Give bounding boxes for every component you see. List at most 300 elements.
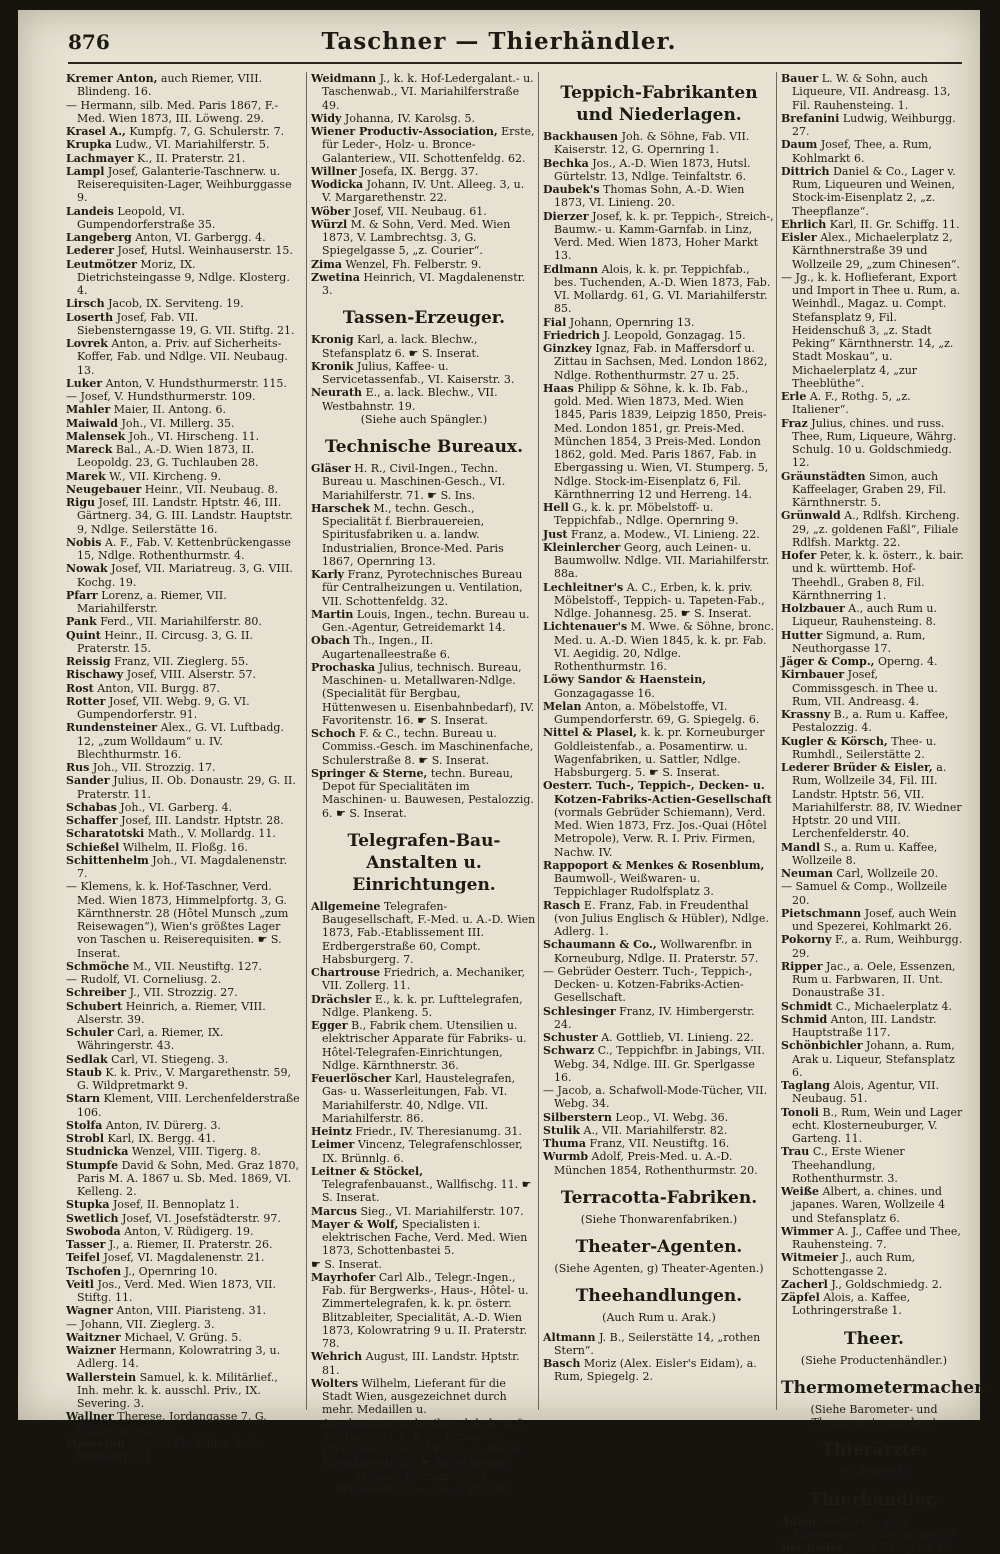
directory-entry (543, 1357, 775, 1384)
directory-entry (543, 1044, 775, 1084)
entry-text: Georg, auch Leinen- u. Baumwollw. Ndlge. VII. Mariahilferstr. 88a. (554, 540, 770, 581)
entry-text: k. k. pr. Korneuburger Goldleistenfab., a. Posamentirw. u. Wagenfabriken, u. Sattler, Ndlge. Habsburgerg. 5. ☛ S. Inserat. (554, 726, 765, 779)
entry-name: Lederer Brüder & Eisler, (781, 761, 933, 774)
entry-text: Moriz, IX. Dietrichsteingasse 9, Ndlge. Klosterg. 4. (77, 257, 290, 297)
entry-text: auch Riemer, VIII. Blindeng. 16. (77, 72, 263, 99)
entry-name: Pokorny (781, 933, 832, 947)
entry-text: Josef, II. Bennoplatz 1. (112, 1198, 240, 1212)
entry-text: Josef, Commissgesch. in Thee u. Rum, VII. Andreasg. 4. (792, 668, 938, 708)
entry-text: A., auch Rum u. Liqueur, Rauhensteing. 8. (792, 602, 937, 629)
directory-entry (311, 218, 537, 258)
directory-entry (66, 1331, 300, 1344)
entry-text: Joh. & Söhne, Fab. VII. Kaiserstr. 12, G. Opernring 1. (554, 130, 750, 157)
entry-text: K. k. Priv., V. Margarethenstr. 59, G. Wildpretmarkt 9. (77, 1065, 291, 1092)
entry-name: Schmidt (781, 999, 833, 1013)
entry-text: S., a. Rum u. Kaffee, Wollzeile 8. (792, 840, 938, 867)
entry-text: Franz, a. Modew., VI. Linieng. 22. (570, 527, 760, 541)
directory-entry (311, 165, 537, 178)
entry-name: Pfarr (66, 588, 98, 602)
directory-entry (66, 311, 300, 338)
entry-name: Prochaska (311, 660, 376, 674)
entry-text: Carl, Wollzeile 20. (836, 867, 939, 880)
directory-entry (66, 655, 300, 668)
directory-entry (543, 528, 775, 541)
entry-name: Rischawy (66, 668, 124, 682)
entry-name: Rotter (66, 694, 106, 708)
entry-text: Alex., G. VI. Luftbadg. 12, „zum Wolldaum“ u. IV. Blechthurmstr. 16. (77, 721, 284, 761)
entry-text: Josef, Thee, a. Rum, Kohlmarkt 6. (792, 138, 932, 165)
entry-text: ☛ S. Inserat. (311, 1257, 382, 1271)
entry-name: Backhausen (543, 130, 619, 143)
entry-text: J., Goldschmiedg. 2. (831, 1277, 943, 1291)
entry-name: Ripper (781, 959, 823, 973)
directory-entry (781, 735, 967, 762)
entry-name: Studnicka (66, 1145, 129, 1159)
directory-entry (66, 390, 300, 403)
entry-text: Kumpfg. 7, G. Schulerstr. 7. (129, 125, 285, 138)
entry-text: W., VII. Kircheng. 9. (109, 469, 222, 483)
entry-text: Peter, k. k. österr., k. bair. und k. württemb. Hof-Theehdl., Graben 8, Fil. Kärnthnerring 1. (792, 549, 964, 602)
directory-entry (66, 721, 300, 761)
entry-name: Mareck (66, 443, 113, 456)
directory-entry (311, 966, 537, 993)
directory-entry (66, 403, 300, 416)
entry-text: techn. Bureau, Depot für Specialitäten im Maschinen- u. Bauwesen, Pestalozzig. 6. ☛ S. Inserat. (322, 766, 534, 820)
entry-name: Lampl (66, 164, 105, 178)
entry-name: Karly (311, 568, 345, 581)
entry-text: A. C., Erben, k. k. priv. Möbelstoff-, Teppich- u. Tapeten-Fab., Ndlge. Johannesg. 25. ☛ S. Inserat. (554, 580, 765, 620)
directory-entry (311, 1350, 537, 1377)
directory-entry (66, 695, 300, 722)
entry-name: Rappoport & Menkes & Rosenblum, (543, 858, 765, 872)
entry-name: Melan (543, 699, 582, 713)
entry-name: Bauer (781, 72, 819, 85)
entry-name: Zima (311, 257, 342, 271)
entry-name: Lirsch (66, 297, 105, 311)
entry-name: Kronig (311, 333, 354, 347)
directory-entry (543, 581, 775, 621)
entry-text: Gonzagagasse 16. (554, 686, 655, 700)
entry-text: Josef, III. Landstr. Hptstr. 28. (121, 814, 284, 827)
directory-entry (543, 263, 775, 316)
entry-text: Friedrich, a. Mechaniker, VII. Zollerg. 11. (322, 966, 526, 993)
entry-name: Kleinlercher (543, 540, 621, 554)
directory-entry (66, 258, 300, 298)
directory-entry (543, 157, 775, 184)
entry-name: Kronik (311, 359, 354, 373)
entry-name: Wurmb (543, 1150, 589, 1164)
entry-text: M. Wwe. & Söhne, bronc. Med. u. A.-D. Wien 1845, k. k. pr. Fab. VI. Aegidig. 20, Ndlge. Rothenthurmstr. 16. (554, 620, 774, 673)
entry-text: C., Michaelerplatz 4. (835, 999, 952, 1013)
directory-entry (66, 417, 300, 430)
entry-name: Dittrich (781, 164, 830, 178)
entry-name: Oesterr. Tuch-, Teppich-, Decken- u. Kotzen-Fabriks-Actien-Gesellschaft (543, 779, 772, 806)
directory-entry (66, 827, 300, 840)
directory-entry (543, 700, 775, 727)
entry-text: Anton, VI. Garbergg. 4. (135, 231, 266, 244)
directory-entry (311, 125, 537, 165)
entry-name: Wallerstein (66, 1370, 137, 1384)
section-heading: Telegrafen-Bau-Anstalten u. Einrichtungen. (347, 830, 501, 895)
directory-entry (66, 1198, 300, 1211)
entry-name: Kirnbauer (781, 668, 845, 682)
entry-text: David & Sohn, Med. Graz 1870, Paris M. A. 1867 u. Sb. Med. 1869, VI. Kelleng. 2. (77, 1158, 300, 1198)
cross-reference-note: (Siehe auch Spängler.) (360, 412, 488, 426)
entry-name: Edlmann (543, 262, 599, 276)
entry-name: Allgemeine (311, 899, 381, 913)
entry-name: Rundensteiner (66, 721, 158, 735)
entry-name: Leutmötzer (66, 257, 137, 271)
entry-text: Ignaz, Fab. in Maffersdorf u. Zittau in Sachsen, Med. London 1862, Ndlge. Rothenthurmstr. 27 u. 25. (554, 342, 768, 382)
directory-entry (311, 112, 537, 125)
entry-name: Haas (543, 381, 574, 395)
entry-text: J. B., Seilerstätte 14, „rothen Stern“. (554, 1330, 761, 1357)
entry-name: Egger (311, 1019, 348, 1032)
directory-entry (543, 1331, 775, 1358)
entry-name: Chartrouse (311, 966, 381, 979)
directory-entry (66, 1145, 300, 1158)
entry-name: Schmid (781, 1012, 828, 1026)
entry-name: Lederer (66, 244, 115, 258)
entry-text: Johann, IV. Unt. Alleeg. 3, u. V. Margarethenstr. 22. (322, 178, 525, 205)
entry-name: Wimmer (781, 1224, 834, 1238)
entry-name: Tonoli (781, 1105, 819, 1119)
entry-text: F. & C., techn. Bureau u. Commiss.-Gesch. im Maschinenfache, Schulerstraße 8. ☛ S. Inserat. (322, 727, 534, 767)
entry-name: Stolfa (66, 1118, 103, 1132)
entry-name: Schreiber (66, 986, 127, 1000)
directory-entry (66, 377, 300, 390)
directory-entry (543, 1005, 775, 1032)
entry-name: Neugebauer (66, 482, 142, 496)
entry-name: Schaumann & Co., (543, 938, 657, 952)
directory-entry (781, 907, 967, 934)
directory-entry (66, 1225, 300, 1238)
entry-name: Leimer (311, 1138, 355, 1152)
entry-text: Vincenz, Telegrafenschlosser, IX. Brünnlg. 6. (322, 1138, 523, 1165)
section-heading: Thierärzte. (821, 1440, 927, 1461)
entry-text: Josefa, IX. Bergg. 37. (360, 164, 479, 178)
directory-entry (66, 138, 300, 151)
entry-name: Weidmann (311, 72, 377, 85)
cross-reference-note: (Siehe Thonwarenfabriken.) (580, 1212, 738, 1226)
entry-text: Anton, V. Hundsthurmerstr. 115. (105, 376, 287, 390)
directory-entry (781, 509, 967, 549)
entry-text: — Hermann, silb. Med. Paris 1867, F.-Med. Wien 1873, III. Löweng. 29. (66, 98, 279, 125)
directory-entry (311, 72, 537, 112)
directory-entry (66, 1000, 300, 1027)
entry-name: Langeberg (66, 231, 132, 244)
entry-text: Maier, II. Antong. 6. (113, 403, 227, 417)
entry-text: Th., Ingen., II. Augartenalleestraße 6. (322, 634, 451, 661)
entry-text: Philipp & Söhne, k. k. Ib. Fab., gold. Med. Wien 1873, Med. Wien 1845, Paris 1839, Leipzig 1850, Preis-Med. London 1851, gr. Preis-Med. München 1854, 3 Preis-Med. London 1862, gold. Med. Paris 1867, Fab. in Ebergassing u. Wien, VI. Stumperg. 5, Ndlge. Stock-im-Eisenplatz 6, Fil. Kärnthnerring 12 und Herreng. 14. (554, 381, 769, 501)
entry-name: Reissig (66, 655, 111, 668)
directory-entry (781, 668, 967, 708)
entry-name: Gräunstädten (781, 469, 866, 483)
section-heading: Theater-Agenten. (575, 1237, 743, 1257)
entry-name: Springer & Sterne, (311, 766, 428, 780)
entry-text: Josef, VII. Mariatreug. 3, G. VIII. Kochg. 19. (77, 562, 293, 589)
directory-entry (66, 1318, 300, 1331)
entry-text: Anton, III. Landstr. Hauptstraße 117. (792, 1012, 937, 1039)
entry-name: Hell (543, 501, 569, 514)
entry-text: Johann, Fh. Zinkg. 9, G. Weihburgg. 1. (77, 1436, 261, 1463)
entry-text: Karl, Haustelegrafen, Gas- u. Wasserleitungen, Fab. VI. Mariahilferstr. 40, Ndlge. VII. Mariahilferstr. 86. (322, 1072, 516, 1125)
entry-text: J., Opernring 10. (124, 1264, 218, 1278)
directory-entry (311, 1271, 537, 1351)
entry-text: A. Gottlieb, VI. Linieng. 22. (601, 1031, 754, 1044)
entry-text: Wilhelm, Lieferant für die Stadt Wien, ausgezeichnet durch mehr. Medaillen u. Anerkennungsschreiben d. k. k. n. ö. Statthalterei, k. k. pr. Zimmer- u. Haus-Telegrafen, V. Kohlg. 3, Ndlge. Kärnthnerstr. 20. ☛ Siehe Inserat. (322, 1376, 527, 1470)
entry-name: Jäger & Comp., (781, 655, 875, 668)
entry-name: Schuster (543, 1031, 598, 1044)
directory-entry (66, 231, 300, 244)
entry-text: — Rudolf, VI. Corneliusg. 2. (66, 973, 222, 986)
entry-text: Ludwig, Weihburgg. 27. (792, 111, 956, 138)
entry-name: Teifel (66, 1251, 101, 1265)
directory-entry (781, 231, 967, 271)
entry-text: Samuel, k. k. Militärlief., Inh. mehr. k. k. ausschl. Priv., IX. Severing. 3. (77, 1370, 278, 1410)
directory-entry (311, 502, 537, 568)
entry-name: Hutter (781, 628, 823, 642)
directory-entry (781, 417, 967, 470)
entry-name: Thuma (543, 1137, 586, 1150)
entry-name: Löwy Sandor & Haenstein, (543, 673, 707, 687)
entry-name: Schönbichler (781, 1039, 863, 1053)
section-heading: Terracotta-Fabriken. (560, 1187, 758, 1208)
entry-name: Ginzkey (543, 342, 592, 355)
entry-text: C., Erste Wiener Theehandlung, Rothenthurmstr. 3. (792, 1145, 905, 1185)
entry-name: Bechka (543, 156, 589, 170)
entry-name: Feuerlöscher (311, 1072, 392, 1085)
entry-name: Wallner (66, 1410, 114, 1424)
directory-entry (66, 880, 300, 960)
entry-name: Witmeier (781, 1251, 839, 1265)
directory-entry (66, 152, 300, 165)
directory-entry (66, 682, 300, 695)
entry-text: — Jg., k. k. Hoflieferant, Export und Import in Thee u. Rum, a. Weinhdl., Magaz. u. Compt. Stefansplatz 9, Fil. Heidenschuß 3, „z. Stadt Peking“ Kärnthnerstr. 14, „z. Stadt Moskau“, u. Michaelerplatz 4, „zur Theeblüthe“. (781, 270, 961, 390)
entry-name: Rasch (543, 898, 581, 912)
entry-text: Telegrafenbauanst., Wallfischg. 11. ☛ S. Inserat. (322, 1178, 532, 1205)
entry-text: L. W. & Sohn, auch Liqueure, VII. Andreasg. 13, Fil. Rauhensteing. 1. (792, 72, 951, 112)
entry-text: Therese, Jordangasse 7, G. Goldschmiedg. 2. (77, 1410, 267, 1437)
entry-text: F., a. Rum, Weihburgg. 29. (792, 933, 963, 960)
entry-name: Nowak (66, 562, 108, 576)
directory-entry (781, 1185, 967, 1225)
directory-entry (66, 244, 300, 257)
entry-name: Gläser (311, 462, 351, 475)
entry-text: Joh., VI. Garberg. 4. (120, 800, 233, 814)
entry-name: Zäpfel (781, 1291, 820, 1304)
entry-text: Johanna, IV. Karolsg. 5. (344, 111, 476, 125)
entry-text: Erste, für Leder-, Holz- u. Bronce-Galanteriew., VII. Schottenfeldg. 62. (322, 125, 535, 165)
entry-name: Krupka (66, 138, 112, 152)
entry-text: — Josef, V. Hundsthurmerstr. 109. (66, 390, 256, 403)
entry-name: Mayer & Wolf, (311, 1217, 399, 1231)
entry-name: Mandl (781, 840, 821, 854)
entry-text: Math., V. Mollardg. 11. (147, 827, 276, 841)
entry-text: M., VII. Neustiftg. 127. (132, 959, 263, 973)
entry-name: Altmann (543, 1330, 596, 1344)
directory-entry (66, 854, 300, 881)
directory-entry (66, 973, 300, 986)
directory-entry (66, 1251, 300, 1264)
section-heading: Thermometermacher. (781, 1377, 988, 1398)
entry-text: E., k. k. pr. Lufttelegrafen, Ndlge. Plankeng. 5. (322, 992, 523, 1019)
directory-entry (543, 965, 775, 1005)
entry-name: Swetlich (66, 1211, 119, 1225)
directory-entry (66, 668, 300, 681)
entry-name: Lachmayer (66, 151, 134, 165)
entry-text: Josef, k. k. pr. Teppich-, Streich-, Baumw.- u. Kamm-Garnfab. in Linz, Verd. Med. Wien 1873, Hoher Markt 13. (554, 209, 774, 263)
directory-entry (543, 1111, 775, 1124)
entry-text: Johann, a. Rum, Arak u. Liqueur, Stefansplatz 6. (792, 1039, 955, 1079)
directory-entry (781, 1278, 967, 1291)
directory-entry (66, 1092, 300, 1119)
entry-name: Staub (66, 1065, 102, 1079)
entry-text: J. Leopold, Gonzagag. 15. (603, 328, 746, 342)
entry-text: J., auch Rum, Schottengasse 2. (792, 1251, 916, 1278)
directory-entry (311, 1125, 537, 1138)
directory-entry (543, 382, 775, 501)
entry-text: Lorenz, a. Riemer, VII. Mariahilferstr. (77, 588, 227, 615)
entry-name: Brefanini (781, 111, 840, 125)
entry-text: Anton, V. Rüdigerg. 19. (124, 1224, 254, 1238)
entry-name: Ehrlich (781, 217, 827, 231)
directory-entry (66, 205, 300, 232)
running-head: Taschner — Thierhändler. (321, 28, 677, 55)
entry-text: Thomas Sohn, A.-D. Wien 1873, VI. Linieng. 20. (554, 183, 745, 210)
directory-entry (781, 1541, 967, 1554)
entry-text: Julius, II. Ob. Donaustr. 29, G. II. Praterstr. 11. (77, 774, 296, 801)
directory-entry (543, 1124, 775, 1137)
entry-name: Taglang (781, 1079, 830, 1092)
directory-entry (311, 767, 537, 820)
entry-text: Josef, Fab. VII. Siebensterngasse 19, G. VII. Stiftg. 21. (77, 310, 295, 337)
directory-entry (66, 1026, 300, 1053)
directory-entry (66, 297, 300, 310)
directory-entry (311, 634, 537, 661)
entry-text: Julius, technisch. Bureau, Maschinen- u. Metallwaren-Ndlge. (Specialität für Bergbau, Hüttenwesen u. Eisenbahnbedarf), IV. Favoritenstr. 16. ☛ S. Inserat. (322, 660, 535, 727)
directory-entry (781, 1013, 967, 1040)
header-rule (68, 62, 962, 64)
directory-entry (543, 726, 775, 779)
directory-entry (311, 360, 537, 387)
directory-entry (543, 1031, 775, 1044)
directory-entry (543, 501, 775, 528)
directory-entry (66, 629, 300, 656)
entry-name: Berghofer (781, 1541, 844, 1554)
cross-reference-note: (Siehe Agenten, g) Theater-Agenten.) (554, 1262, 764, 1275)
directory-entry (66, 1119, 300, 1132)
entry-name: Sedlak (66, 1052, 108, 1066)
entry-name: Maiwald (66, 416, 118, 430)
directory-entry (66, 483, 300, 496)
entry-name: Malensek (66, 429, 126, 443)
directory-entry (781, 1291, 967, 1318)
entry-name: Erle (781, 390, 807, 403)
entry-name: Daubek's (543, 183, 600, 196)
entry-text: Josef Aug., auch Thierstopfer, Habsburgerg. 7. (792, 1514, 959, 1541)
entry-name: Rus (66, 761, 90, 774)
entry-text: Jac., a. Oele, Essenzen, Rum u. Farbwaren, II. Unt. Donaustraße 31. (792, 959, 956, 1000)
entry-text: H. R., Civil-Ingen., Techn. Bureau u. Maschinen-Gesch., VI. Mariahilferstr. 71. ☛ S. Ins. (322, 462, 506, 502)
directory-page (18, 10, 988, 1554)
entry-text: Wenzel, VIII. Tigerg. 8. (131, 1145, 261, 1159)
entry-name: Mayrhofer (311, 1270, 376, 1284)
entry-name: Schaffer (66, 814, 118, 827)
section-heading: Teppich-Fabrikanten und Niederlagen. (560, 83, 758, 125)
directory-entry (311, 271, 537, 298)
directory-entry (543, 316, 775, 329)
entry-name: Neurath (311, 386, 363, 400)
entry-text: Anton, a. Priv. auf Sicherheits-Koffer, Fab. und Ndlge. VII. Neubaug. 13. (77, 337, 288, 377)
entry-text: G., k. k. pr. Möbelstoff- u. Teppichfab., Ndlge. Opernring 9. (554, 501, 739, 528)
column-1 (66, 72, 304, 1463)
entry-text: Wenzel, Fh. Felberstr. 9. (345, 257, 482, 271)
directory-entry (543, 620, 775, 673)
entry-name: Starn (66, 1092, 100, 1106)
entry-name: Waitzner (66, 1330, 121, 1344)
directory-entry (66, 99, 300, 126)
entry-text: Simon, auch Kaffeelager, Graben 29, Fil. Kärnthnerstr. 5. (792, 469, 947, 509)
directory-entry (66, 562, 300, 589)
directory-entry (66, 125, 300, 138)
directory-entry (311, 205, 537, 218)
entry-name: Just (543, 527, 568, 541)
cross-reference-note: (Siehe Productenhändler.) (800, 1353, 948, 1367)
directory-entry (781, 1079, 967, 1106)
entry-text: — Johann, VII. Zieglerg. 3. (66, 1317, 215, 1331)
entry-name: Adam (781, 1514, 816, 1528)
entry-text: M., techn. Gesch., Specialität f. Bierbrauereien, Spiritusfabriken u. a. landw. Industrialien, Bronce-Med. Paris 1867, Opernring 13. (322, 501, 504, 568)
entry-name: Grünwald (781, 509, 841, 523)
directory-entry (66, 470, 300, 483)
entry-name: Würzl (311, 217, 348, 231)
directory-entry (543, 899, 775, 939)
entry-text: Wollwarenfbr. in Korneuburg, Ndlge. II. Praterstr. 57. (554, 938, 759, 965)
directory-entry (66, 1238, 300, 1251)
cross-reference-note: (S. auch Instrumente: 2. Mathematische, opt. u. physik.) (335, 1469, 513, 1496)
directory-entry (66, 1212, 300, 1225)
directory-entry (781, 1251, 967, 1278)
entry-name: Tasser (66, 1238, 106, 1251)
entry-text: Anton, a. Möbelstoffe, VI. Gumpendorferstr. 69, G. Spiegelg. 6. (554, 699, 760, 726)
directory-entry (66, 165, 300, 205)
directory-entry (66, 1410, 300, 1437)
column-2 (306, 72, 541, 1496)
entry-text: Karl, IX. Bergg. 41. (107, 1132, 216, 1145)
directory-entry (66, 589, 300, 616)
directory-entry (66, 986, 300, 999)
entry-name: Wöber (311, 204, 351, 218)
directory-entry (66, 536, 300, 563)
entry-text: C., Teppichfbr. in Jabings, VII. Webg. 34, Ndlge. III. Gr. Sperlgasse 16. (554, 1044, 765, 1084)
directory-entry (781, 271, 967, 390)
cross-reference-note: (Auch Rum u. Arak.) (602, 1311, 716, 1325)
directory-entry (781, 602, 967, 629)
entry-text: Moriz (Alex. Eisler's Eidam), a. Rum, Spiegelg. 2. (554, 1357, 757, 1384)
directory-entry (66, 337, 300, 377)
entry-name: Luker (66, 376, 103, 390)
directory-entry (781, 841, 967, 868)
entry-name: Lichtenauer's (543, 620, 628, 634)
entry-text: Joh., VI. Millerg. 35. (121, 416, 235, 430)
directory-entry (781, 165, 967, 218)
entry-text: Franz, VII. Zieglerg. 55. (114, 655, 249, 668)
directory-entry (311, 1218, 537, 1258)
entry-name: Nittel & Plasel, (543, 726, 637, 740)
entry-text: Franz, Pyrotechnisches Bureau für Centralheizungen u. Ventilation, VII. Schottenfeldg. 32. (322, 568, 523, 608)
section-heading: Theehandlungen. (575, 1286, 743, 1307)
